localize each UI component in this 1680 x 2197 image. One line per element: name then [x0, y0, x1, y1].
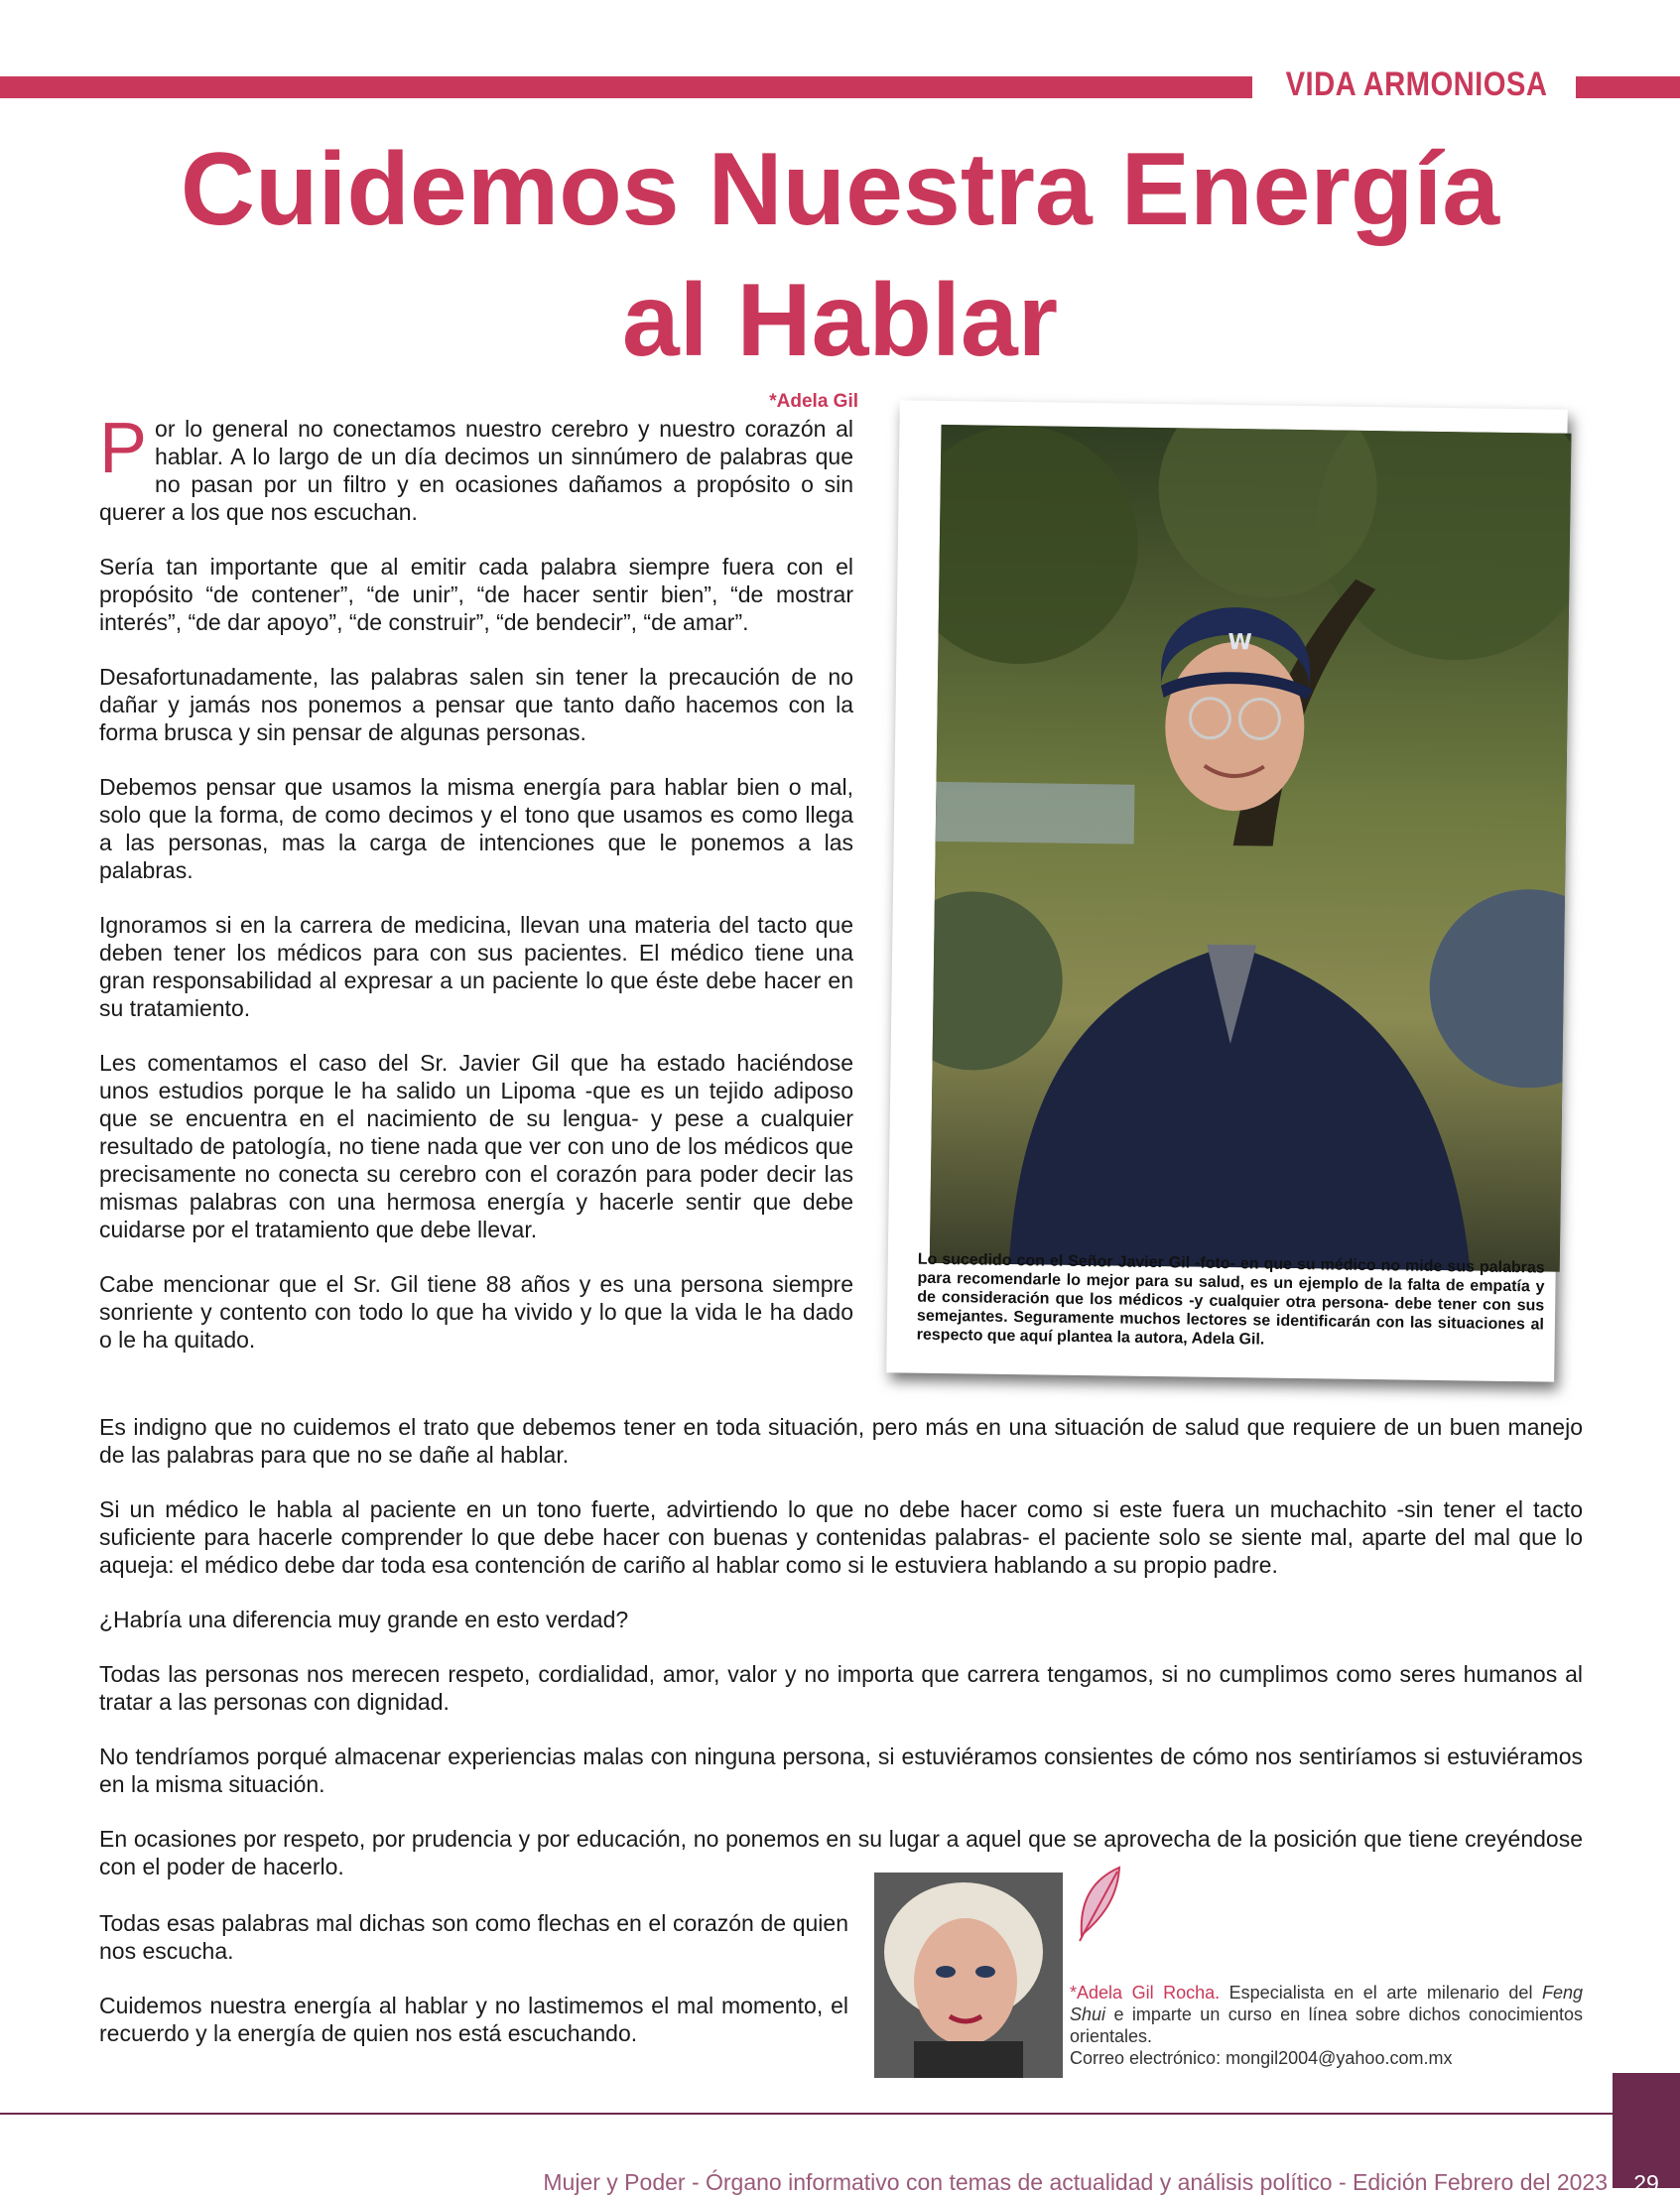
drop-cap: P: [99, 409, 148, 488]
paragraph-5: Ignoramos si en la carrera de medicina, llevan una materia del tacto que deben tener los médicos para con sus pacientes. El médico tiene una gran responsabilidad al expresar a un paciente lo que éste debe hacer en su tratamiento.: [99, 912, 853, 1021]
section-label: VIDA ARMONIOSA: [1285, 65, 1548, 103]
bio-feng-shui: Feng Shui: [1070, 1983, 1584, 2024]
page-number: 29: [1633, 2170, 1659, 2196]
paragraph-8: Es indigno que no cuidemos el trato que debemos tener en toda situación, pero más en una situación de salud que requiere de un buen manejo de las palabras para que no se dañe al hablar.: [99, 1414, 1583, 1468]
feather-icon: [1070, 1866, 1127, 1943]
paragraph-12: No tendríamos porqué almacenar experiencias malas con ninguna persona, si estuviéramos consientes de cómo nos sentiríamos si estuviéramos en la misma situación.: [99, 1744, 1583, 1797]
paragraph-7: Cabe mencionar que el Sr. Gil tiene 88 años y es una persona siempre sonriente y contento con todo lo que ha vivido y lo que la vida le ha dado o le ha quitado.: [99, 1271, 853, 1353]
paragraph-11: Todas las personas nos merecen respeto, cordialidad, amor, valor y no importa que carrera tengamos, si no cumplimos como seres humanos al tratar a las personas con dignidad.: [99, 1661, 1583, 1715]
paragraph-1: Por lo general no conectamos nuestro cerebro y nuestro corazón al hablar. A lo largo de un día decimos un sinnúmero de palabras que no pasan por un filtro y en ocasiones dañamos a propósito o sin querer a los que nos escuchan.: [99, 409, 853, 525]
footer-text: Mujer y Poder - Órgano informativo con temas de actualidad y análisis político - Edición Febrero del 2023: [543, 2169, 1608, 2195]
author-byline: *Adela Gil: [769, 391, 858, 412]
author-portrait-illustration: [874, 1873, 1063, 2078]
paragraph-6: Les comentamos el caso del Sr. Javier Gil que ha estado haciéndose unos estudios porque le ha salido un Lipoma -que es un tejido adiposo que se encuentra en el nacimiento de su lengua- y pese a cualquier resultado de patología, no tiene nada que ver con uno de los médicos que precisamente no conecta su cerebro con el corazón para poder decir las mismas palabras con una hermosa energía y hacerle sentir que debe cuidarse por el tratamiento que debe llevar.: [99, 1050, 853, 1242]
paragraph-14: Todas esas palabras mal dichas son como flechas en el corazón de quien nos escucha.: [99, 1910, 848, 1964]
paragraph-15: Cuidemos nuestra energía al hablar y no lastimemos el mal momento, el recuerdo y la energía de quien nos está escuchando.: [99, 1993, 848, 2046]
header-bar-right: [1576, 76, 1680, 98]
portrait-illustration: [930, 425, 1572, 1272]
photo-caption: Lo sucedido con el Señor Javier Gil -foto- en que su médico no mide sus palabras para recomendarle lo mejor para su salud, es un ejemplo de la falta de empatía y de consideración que los médicos -y cualquier otra persona- debe tener con sus semejantes. Seguramente muchos lectores se identificarán con las situaciones al respecto que aquí plantea la autora, Adela Gil.: [916, 1250, 1545, 1349]
article-title: [60, 124, 1620, 386]
article-left-column: [99, 409, 853, 1380]
article-closing: [99, 1909, 848, 2074]
title-line-1: Cuidemos Nuestra Energía: [180, 132, 1500, 247]
paragraph-4: Debemos pensar que usamos la misma energía para hablar bien o mal, solo que la forma, de como decimos y el tono que usamos es como llega a las personas, mas la carga de intenciones que le ponemos a las palabras.: [99, 774, 853, 883]
footer-rule: [0, 2113, 1613, 2115]
paragraph-10: ¿Habría una diferencia muy grande en esto verdad?: [99, 1607, 629, 1632]
paragraph-13: En ocasiones por respeto, por prudencia y por educación, no ponemos en su lugar a aquel que se aprovecha de la posición que tiene creyéndose con el poder de hacerlo.: [99, 1826, 1583, 1879]
paragraph-9: Si un médico le habla al paciente en un tono fuerte, advirtiendo lo que no debe hacer como si este fuera un muchachito -sin tener el tacto suficiente para hacerle comprender lo que debe hacer con buenas y contenidas palabras- el paciente solo se siente mal, aparte del mal que lo aqueja: el médico debe dar toda esa contención de cariño al hablar como si le estuviera hablando a su propio padre.: [99, 1496, 1583, 1578]
javier-gil-photo: [930, 425, 1572, 1272]
svg-text:W: W: [1228, 629, 1252, 656]
author-photo: [874, 1873, 1063, 2078]
paragraph-2: Sería tan importante que al emitir cada palabra siempre fuera con el propósito “de contener”, “de unir”, “de hacer sentir bien”, “de mostrar interés”, “de dar apoyo”, “de construir”, “de bendecir”, “de amar”.: [99, 554, 853, 635]
title-line-2: al Hablar: [621, 263, 1059, 378]
paragraph-3: Desafortunadamente, las palabras salen sin tener la precaución de no dañar y jamás nos ponemos a pensar que tanto daño hacemos con la forma brusca y sin pensar de algunas personas.: [99, 664, 853, 745]
author-bio: *Adela Gil Rocha. Especialista en el arte milenario del Feng Shui e imparte un curso en línea sobre dichos conocimientos orientales. Correo electrónico: mongil2004@yahoo.com.mx: [1070, 1983, 1584, 2068]
header-bar-left: [0, 76, 1252, 98]
article-full-width: [99, 1413, 1583, 1907]
photo-card: [886, 400, 1568, 1381]
bio-name: *Adela Gil Rocha.: [1070, 1983, 1221, 2003]
bio-email: Correo electrónico: mongil2004@yahoo.com.mx: [1070, 2048, 1453, 2068]
